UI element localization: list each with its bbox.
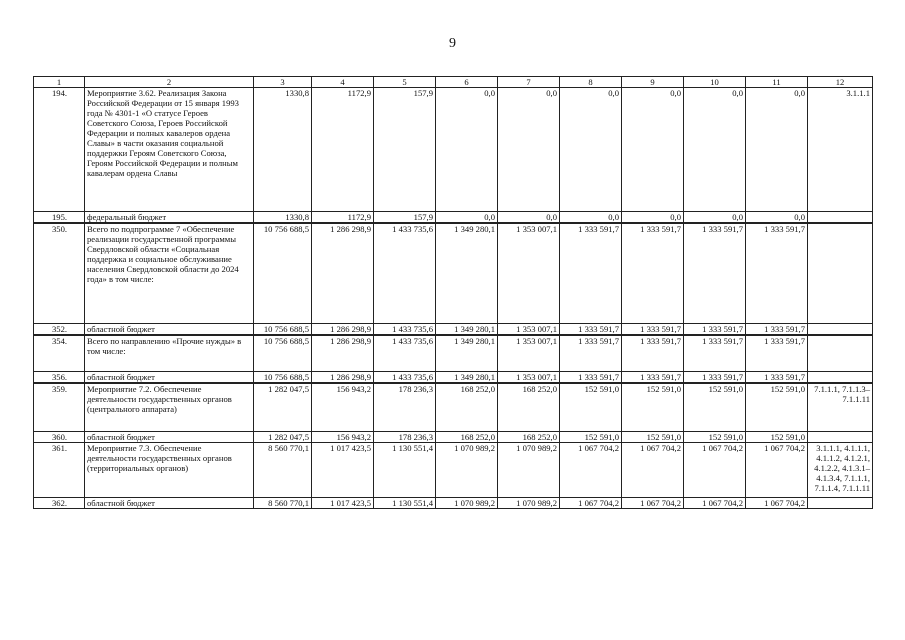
target-code: 3.1.1.1, 4.1.1.1, 4.1.1.2, 4.1.2.1, 4.1.2.2, 4.1.3.1– 4.1.3.4, 7.1.1.1, 7.1.1.4, 7.1.1.11 bbox=[808, 442, 873, 497]
value-cell: 1 333 591,7 bbox=[746, 335, 808, 372]
target-code bbox=[808, 372, 873, 384]
row-index: 362. bbox=[34, 497, 85, 508]
value-cell: 1 130 551,4 bbox=[374, 442, 436, 497]
value-cell: 0,0 bbox=[436, 212, 498, 224]
value-cell: 1330,8 bbox=[254, 88, 312, 212]
value-cell: 1 067 704,2 bbox=[622, 497, 684, 508]
value-cell: 1 067 704,2 bbox=[684, 497, 746, 508]
value-cell: 152 591,0 bbox=[746, 383, 808, 431]
value-cell: 1 433 735,6 bbox=[374, 323, 436, 335]
row-name: Всего по направлению «Прочие нужды» в том числе: bbox=[85, 335, 254, 372]
header-cell: 4 bbox=[312, 77, 374, 88]
value-cell: 1 286 298,9 bbox=[312, 223, 374, 323]
value-cell: 0,0 bbox=[498, 88, 560, 212]
value-cell: 1 333 591,7 bbox=[746, 323, 808, 335]
value-cell: 1 433 735,6 bbox=[374, 223, 436, 323]
value-cell: 1172,9 bbox=[312, 212, 374, 224]
value-cell: 10 756 688,5 bbox=[254, 323, 312, 335]
row-index: 350. bbox=[34, 223, 85, 323]
row-index: 361. bbox=[34, 442, 85, 497]
value-cell: 1 067 704,2 bbox=[684, 442, 746, 497]
table-row bbox=[34, 212, 873, 224]
header-cell: 3 bbox=[254, 77, 312, 88]
value-cell: 10 756 688,5 bbox=[254, 223, 312, 323]
value-cell: 1 333 591,7 bbox=[560, 372, 622, 384]
row-index: 352. bbox=[34, 323, 85, 335]
value-cell: 1 286 298,9 bbox=[312, 372, 374, 384]
row-name: областной бюджет bbox=[85, 497, 254, 508]
row-index: 195. bbox=[34, 212, 85, 224]
value-cell: 1 286 298,9 bbox=[312, 323, 374, 335]
value-cell: 1 333 591,7 bbox=[622, 372, 684, 384]
value-cell: 1 017 423,5 bbox=[312, 497, 374, 508]
value-cell: 1 333 591,7 bbox=[560, 323, 622, 335]
value-cell: 1 130 551,4 bbox=[374, 497, 436, 508]
value-cell: 8 560 770,1 bbox=[254, 497, 312, 508]
value-cell: 1 353 007,1 bbox=[498, 223, 560, 323]
value-cell: 1 333 591,7 bbox=[684, 223, 746, 323]
budget-table bbox=[33, 76, 873, 509]
header-cell: 12 bbox=[808, 77, 873, 88]
value-cell: 1 067 704,2 bbox=[746, 442, 808, 497]
value-cell: 1 333 591,7 bbox=[746, 223, 808, 323]
value-cell: 157,9 bbox=[374, 212, 436, 224]
row-name: областной бюджет bbox=[85, 372, 254, 384]
table-row bbox=[34, 372, 873, 384]
value-cell: 0,0 bbox=[622, 88, 684, 212]
header-cell: 11 bbox=[746, 77, 808, 88]
row-name: областной бюджет bbox=[85, 323, 254, 335]
target-code: 3.1.1.1 bbox=[808, 88, 873, 212]
row-index: 359. bbox=[34, 383, 85, 431]
row-name: федеральный бюджет bbox=[85, 212, 254, 224]
value-cell: 1 433 735,6 bbox=[374, 335, 436, 372]
value-cell: 1 067 704,2 bbox=[560, 442, 622, 497]
value-cell: 178 236,3 bbox=[374, 431, 436, 442]
table-row bbox=[34, 497, 873, 508]
value-cell: 0,0 bbox=[436, 88, 498, 212]
table-row bbox=[34, 442, 873, 497]
row-name: Мероприятие 7.3. Обеспечение деятельности государственных органов (территориальных органов) bbox=[85, 442, 254, 497]
value-cell: 0,0 bbox=[560, 88, 622, 212]
table-row bbox=[34, 223, 873, 323]
value-cell: 1 433 735,6 bbox=[374, 372, 436, 384]
row-name: Мероприятие 3.62. Реализация Закона Российской Федерации от 15 января 1993 года № 4301-1 «О статусе Героев Советского Союза, Героев Российской Федерации и полных кавалеров ордена Славы» в части оказания социальной поддержки Героям Советского Союза, Героям Российской Федерации и полным кавалерам ордена Славы bbox=[85, 88, 254, 212]
value-cell: 156 943,2 bbox=[312, 383, 374, 431]
value-cell: 0,0 bbox=[746, 88, 808, 212]
value-cell: 1 353 007,1 bbox=[498, 372, 560, 384]
table-row bbox=[34, 335, 873, 372]
value-cell: 1 282 047,5 bbox=[254, 383, 312, 431]
value-cell: 1 067 704,2 bbox=[746, 497, 808, 508]
value-cell: 168 252,0 bbox=[498, 431, 560, 442]
target-code bbox=[808, 323, 873, 335]
value-cell: 0,0 bbox=[684, 212, 746, 224]
header-cell: 1 bbox=[34, 77, 85, 88]
value-cell: 1 333 591,7 bbox=[684, 323, 746, 335]
target-code: 7.1.1.1, 7.1.1.3–7.1.1.11 bbox=[808, 383, 873, 431]
value-cell: 10 756 688,5 bbox=[254, 335, 312, 372]
value-cell: 152 591,0 bbox=[560, 383, 622, 431]
value-cell: 8 560 770,1 bbox=[254, 442, 312, 497]
value-cell: 1 333 591,7 bbox=[684, 335, 746, 372]
value-cell: 1 067 704,2 bbox=[560, 497, 622, 508]
value-cell: 0,0 bbox=[684, 88, 746, 212]
header-cell: 10 bbox=[684, 77, 746, 88]
header-cell: 7 bbox=[498, 77, 560, 88]
target-code bbox=[808, 497, 873, 508]
value-cell: 0,0 bbox=[746, 212, 808, 224]
value-cell: 1 349 280,1 bbox=[436, 323, 498, 335]
header-cell: 2 bbox=[85, 77, 254, 88]
value-cell: 1330,8 bbox=[254, 212, 312, 224]
row-name: Мероприятие 7.2. Обеспечение деятельности государственных органов (центрального аппарата) bbox=[85, 383, 254, 431]
value-cell: 168 252,0 bbox=[436, 383, 498, 431]
value-cell: 1 349 280,1 bbox=[436, 335, 498, 372]
row-index: 354. bbox=[34, 335, 85, 372]
value-cell: 1 349 280,1 bbox=[436, 223, 498, 323]
value-cell: 152 591,0 bbox=[560, 431, 622, 442]
table-row bbox=[34, 431, 873, 442]
value-cell: 1 333 591,7 bbox=[622, 335, 684, 372]
value-cell: 1 070 989,2 bbox=[498, 497, 560, 508]
value-cell: 1 070 989,2 bbox=[436, 442, 498, 497]
value-cell: 1 067 704,2 bbox=[622, 442, 684, 497]
value-cell: 1 333 591,7 bbox=[684, 372, 746, 384]
target-code bbox=[808, 335, 873, 372]
value-cell: 1 333 591,7 bbox=[746, 372, 808, 384]
row-name: областной бюджет bbox=[85, 431, 254, 442]
row-index: 360. bbox=[34, 431, 85, 442]
value-cell: 1172,9 bbox=[312, 88, 374, 212]
value-cell: 1 070 989,2 bbox=[498, 442, 560, 497]
value-cell: 152 591,0 bbox=[622, 383, 684, 431]
header-cell: 6 bbox=[436, 77, 498, 88]
value-cell: 1 349 280,1 bbox=[436, 372, 498, 384]
value-cell: 156 943,2 bbox=[312, 431, 374, 442]
value-cell: 1 333 591,7 bbox=[560, 335, 622, 372]
header-row bbox=[34, 77, 873, 88]
table-row bbox=[34, 88, 873, 212]
value-cell: 1 333 591,7 bbox=[560, 223, 622, 323]
value-cell: 0,0 bbox=[560, 212, 622, 224]
value-cell: 157,9 bbox=[374, 88, 436, 212]
value-cell: 1 333 591,7 bbox=[622, 323, 684, 335]
table-row bbox=[34, 323, 873, 335]
value-cell: 1 353 007,1 bbox=[498, 323, 560, 335]
value-cell: 168 252,0 bbox=[498, 383, 560, 431]
value-cell: 10 756 688,5 bbox=[254, 372, 312, 384]
value-cell: 1 286 298,9 bbox=[312, 335, 374, 372]
value-cell: 152 591,0 bbox=[684, 431, 746, 442]
value-cell: 1 070 989,2 bbox=[436, 497, 498, 508]
value-cell: 152 591,0 bbox=[746, 431, 808, 442]
value-cell: 1 282 047,5 bbox=[254, 431, 312, 442]
value-cell: 1 353 007,1 bbox=[498, 335, 560, 372]
row-index: 194. bbox=[34, 88, 85, 212]
value-cell: 168 252,0 bbox=[436, 431, 498, 442]
header-cell: 8 bbox=[560, 77, 622, 88]
value-cell: 152 591,0 bbox=[622, 431, 684, 442]
target-code bbox=[808, 223, 873, 323]
header-cell: 5 bbox=[374, 77, 436, 88]
row-index: 356. bbox=[34, 372, 85, 384]
value-cell: 1 017 423,5 bbox=[312, 442, 374, 497]
value-cell: 0,0 bbox=[498, 212, 560, 224]
value-cell: 0,0 bbox=[622, 212, 684, 224]
row-name: Всего по подпрограмме 7 «Обеспечение реализации государственной программы Свердловской области «Социальная поддержка и социальное обслуживание населения Свердловской области до 2024 года» в том числе: bbox=[85, 223, 254, 323]
page-number: 9 bbox=[449, 36, 456, 51]
value-cell: 152 591,0 bbox=[684, 383, 746, 431]
header-cell: 9 bbox=[622, 77, 684, 88]
target-code bbox=[808, 212, 873, 224]
value-cell: 1 333 591,7 bbox=[622, 223, 684, 323]
value-cell: 178 236,3 bbox=[374, 383, 436, 431]
table-row bbox=[34, 383, 873, 431]
target-code bbox=[808, 431, 873, 442]
